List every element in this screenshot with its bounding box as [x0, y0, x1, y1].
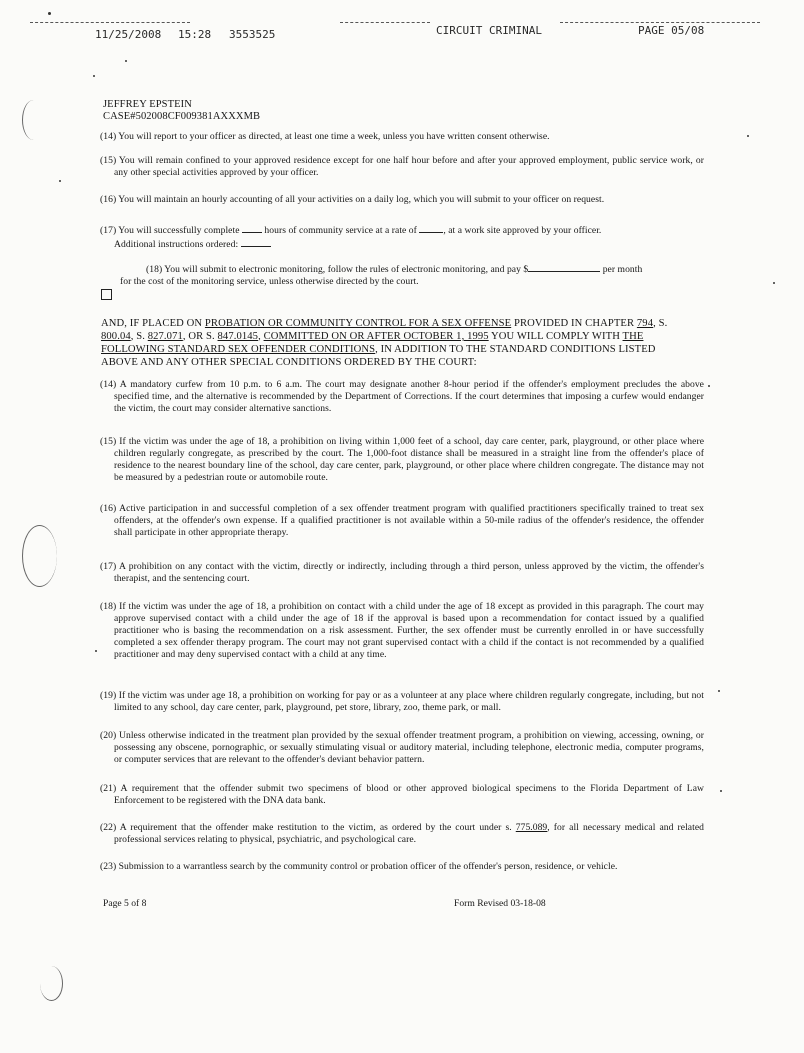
heading-text: AND, IF PLACED ON [101, 318, 205, 329]
sex-condition-22 [100, 822, 704, 846]
page-number: Page 5 of 8 [103, 898, 147, 909]
sex-condition-21: (21) A requirement that the offender submit two specimens of blood or other approved biological specimens to the Florida Department of Law Enforcement to be registered with the DNA data bank. [100, 783, 704, 806]
statute-827-071: 827.071 [147, 331, 183, 342]
punch-hole-artifact [40, 966, 63, 1001]
scan-speck [718, 690, 720, 692]
heading-text: , S. [130, 331, 148, 342]
form-revision: Form Revised 03-18-08 [454, 898, 546, 909]
condition-18 [120, 262, 696, 288]
condition-15: (15) You will remain confined to your approved residence except for one half hour before and after your approved employment, public service work, or any other special activities approved by your officer. [100, 155, 704, 178]
sex-condition-17: (17) A prohibition on any contact with the victim, directly or indirectly, including through a third person, unless approved by the victim, the offender's therapist, and the sentencing court. [100, 561, 704, 584]
additional-instructions-label: Additional instructions ordered: [114, 239, 239, 250]
condition-17-text-b: hours of community service at a rate of [264, 225, 417, 236]
condition-16: (16) You will maintain an hourly accounting of all your activities on a daily log, which you will submit to your officer on request. [100, 194, 605, 205]
additional-instructions [100, 237, 690, 251]
fax-time: 15:28 [178, 28, 212, 41]
condition-14: (14) You will report to your officer as directed, at least one time a week, unless you have written consent otherwise. [100, 131, 550, 142]
sex-condition-20: (20) Unless otherwise indicated in the treatment plan provided by the sexual offender treatment program, a prohibition on viewing, accessing, owning, or possessing any obscene, pornographic, or sexually stimulating visual or auditory material, including telephone, electronic media, computer programs, or computer services that are relevant to the offender's deviant behavior pattern. [100, 730, 704, 765]
instructions-blank [241, 237, 271, 247]
monitoring-checkbox[interactable] [101, 289, 112, 300]
fax-rule [30, 22, 190, 24]
sex-condition-16: (16) Active participation in and successful completion of a sex offender treatment program with qualified practitioners specifically trained to treat sex offenders, at the offender's own expense. If a qualified practitioner is not available within a 50-mile radius of the offender's residence, the offender shall participate in other appropriate therapy. [100, 503, 704, 538]
rate-blank [419, 223, 443, 233]
sex-condition-18: (18) If the victim was under the age of 18, a prohibition on contact with a child under the age of 18 except as provided in this paragraph. The court may approve supervised contact with a child under the age of 18 if the approval is based upon a recommendation for contact issued by a qualified practitioner who is basing the recommendation on a risk assessment. Further, the sex offender must be currently enrolled in or have successfully completed a sex offender therapy program. The court may not grant supervised contact with a child if the contact is not recommended by a qualified practitioner and may deny supervised contact with a child at any time. [100, 601, 704, 660]
case-header [103, 99, 260, 123]
sex-condition-23: (23) Submission to a warrantless search by the community control or probation officer of the offender's person, residence, or vehicle. [100, 861, 618, 872]
punch-hole-artifact [22, 525, 57, 587]
heading-underlined: PROBATION OR COMMUNITY CONTROL FOR A SEX OFFENSE [204, 318, 512, 329]
condition-18-continued: for the cost of the monitoring service, unless otherwise directed by the court. [120, 276, 419, 287]
sex-condition-19: (19) If the victim was under age 18, a prohibition on working for pay or as a volunteer at any place where children regularly congregate, including, but not limited to any school, day care center, park, playground, pet store, library, zoo, theme park, or mall. [100, 690, 704, 713]
scan-speck [720, 790, 722, 792]
condition-18-text-a: (18) You will submit to electronic monitoring, follow the rules of electronic monitoring, and pay $ [146, 264, 529, 275]
case-number: CASE#502008CF009381AXXXMB [103, 111, 261, 122]
scan-speck [59, 180, 61, 182]
sex-condition-22-text: (22) A requirement that the offender make restitution to the victim, as ordered by the court under s. [100, 822, 516, 833]
fax-header [0, 20, 804, 44]
sex-condition-15: (15) If the victim was under the age of 18, a prohibition on living within 1,000 feet of a school, day care center, park, playground, or other place where children regularly congregate, as prescribed by the court. The 1,000-foot distance shall be measured in a straight line from the offender's place of residence to the nearest boundary line of the school, day care center, park, playground, or other place where children congregate. The distance may not be measured by a pedestrian route or automobile route. [100, 436, 704, 483]
heading-text: , S. [653, 318, 668, 329]
fax-page: PAGE 05/08 [638, 24, 705, 37]
scan-speck [125, 60, 127, 62]
scan-speck [48, 12, 51, 15]
heading-text: , IN ADDITION TO THE STANDARD CONDITIONS LISTED ABOVE AND ANY OTHER SPECIAL CONDITIONS ORDERED BY THE COURT: [101, 344, 656, 368]
heading-text: PROVIDED IN CHAPTER [511, 318, 637, 329]
sex-condition-22-text: , for all necessary medical and related professional services relating to physical, psychiatric, and psychological care. [114, 822, 704, 845]
condition-17-text-c: , at a work site approved by your officer. [443, 225, 602, 236]
fax-date: 11/25/2008 [95, 28, 162, 41]
scan-speck [95, 650, 97, 652]
statute-847-0145: 847.0145 [217, 331, 259, 342]
punch-hole-artifact [22, 100, 45, 140]
condition-18-text-b: per month [602, 264, 643, 275]
heading-conditions-underlined: THE FOLLOWING STANDARD SEX OFFENDER CONDITIONS [101, 331, 644, 355]
heading-text: YOU WILL COMPLY WITH [488, 331, 623, 342]
statute-800-04: 800.04 [101, 331, 131, 342]
scan-speck [747, 135, 749, 137]
sex-condition-14: (14) A mandatory curfew from 10 p.m. to 6 a.m. The court may designate another 8-hour period if the offender's employment precludes the above specified time, and the alternative is recommended by the Department of Corrections. If the court determines that imposing a curfew would endanger the victim, the court may consider alternative sanctions. [100, 379, 704, 414]
monitoring-amount-blank [528, 262, 600, 272]
condition-17 [100, 223, 690, 251]
statute-794: 794 [636, 318, 654, 329]
hours-blank [242, 223, 262, 233]
scan-speck [93, 75, 95, 77]
fax-number: 3553525 [229, 28, 276, 41]
condition-17-text-a: (17) You will successfully complete [100, 225, 240, 236]
statute-775-089: 775.089 [515, 822, 548, 833]
heading-text: , OR S. [182, 331, 218, 342]
heading-text: , [258, 331, 264, 342]
heading-date-underlined: COMMITTED ON OR AFTER OCTOBER 1, 1995 [263, 331, 489, 342]
sex-offender-heading [101, 317, 691, 369]
fax-rule [340, 22, 430, 24]
fax-department: CIRCUIT CRIMINAL [436, 24, 542, 37]
defendant-name: JEFFREY EPSTEIN [103, 99, 192, 110]
scan-speck [773, 282, 775, 284]
scan-speck [708, 385, 710, 387]
